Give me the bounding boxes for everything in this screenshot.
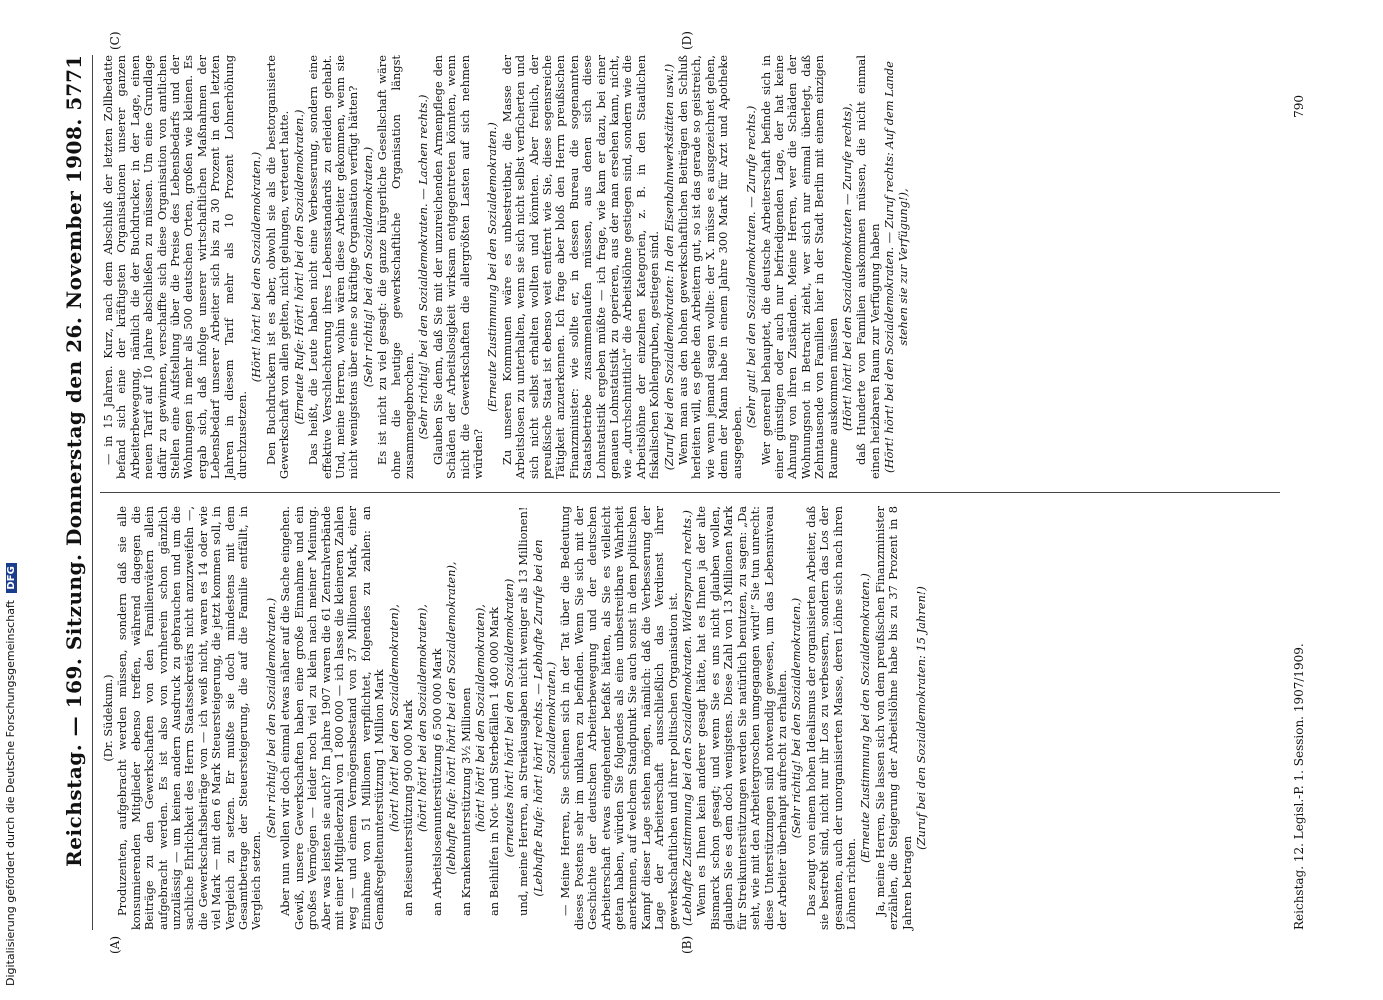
interjection: (Sehr gut! bei den Sozialdemokraten. — Zurufe rechts.) <box>744 105 759 429</box>
interjection: (Sehr richtig! bei den Sozialdemokraten. — Lachen rechts.) <box>416 94 431 440</box>
paragraph: an Arbeitslosenunterstützung 6 500 000 Mark <box>429 648 444 916</box>
margin-marker-b: (B) <box>680 935 694 954</box>
interjection: (Erneute Zustimmung bei den Sozialdemokraten.) <box>485 122 500 412</box>
interjection: (Lebhafte Rufe: hört! hört! rechts. — Lebhafte Zurufe bei den Sozialdemokraten.) <box>530 539 558 897</box>
paragraph: Das zeugt von einem hohen Idealismus der organisierten Arbeiter, daß sie bestrebt sind, nicht nur ihr Los zu verbessern, sondern das Los der gesamten, auch der unorganisierten Masse, deren Löhne sich nach ihren Löhnen richten. <box>803 506 858 930</box>
column-divider <box>100 492 1280 493</box>
interjection: (Lebhafte Zustimmung bei den Sozialdemokraten. Widerspruch rechts.) <box>680 510 695 926</box>
page-header <box>60 55 93 930</box>
margin-marker-c: (C) <box>108 31 122 50</box>
paragraph: Produzenten, aufgebracht werden müssen, sondern daß sie alle konsumierenden Mitglieder ebenso treffen, während dagegen die Beiträge zu den Gewerkschaften von den Familienvätern allein aufgebracht werden. Es ist also von vornherein schon gänzlich unzulässig — um keinen andern Ausdruck zu gebrauchen und um die sachliche Ehrlichkeit des Herrn Staatssekretärs nicht anzuzweifeln —, die Gewerkschaftsbeiträge von — ich weiß nicht, waren es 14 oder wie viel Mark — mit den 6 Mark Steuersteigerung, die jetzt kommen soll, in Vergleich zu setzen. Er mußte sie doch mindestens mit dem Gesamtbetrage der Steuersteigerung, die auf die Familie entfällt, in Vergleich setzen. <box>115 506 264 930</box>
dfg-logo: DFG <box>6 563 17 592</box>
interjection: (hört! hört! bei den Sozialdemokraten), <box>386 604 401 832</box>
paragraph: und, meine Herren, an Streikausgaben nicht weniger als 13 Millionen! <box>516 506 531 916</box>
interjection: (hört! hört! bei den Sozialdemokraten), <box>415 604 430 832</box>
funding-note: Digitalisierung gefördert durch die Deutsche Forschungsgemeinschaft <box>4 600 17 986</box>
paragraph: — Meine Herren, Sie scheinen sich in der Tat über die Bedeutung dieses Postens sehr im unklaren zu befinden. Wenn Sie sich mit der Geschichte der deutschen Arbeiterbewegung und der deutschen Arbeiterschaft etwas eingehender befaßt hätten, als Sie es vielleicht getan haben, würden Sie folgendes als eine unbestreitbare Wahrheit anerkennen, auf welchem Standpunkt Sie auch sonst in dem politischen Kampf dieser Lage stehen mögen, nämlich: daß die Verbesserung der Lage der Arbeiterschaft ausschließlich das Verdienst ihrer gewerkschaftlichen und ihrer politischen Organisation ist. <box>558 506 680 930</box>
interjection: (Hört! hört! bei den Sozialdemokraten — Zurufe rechts), <box>839 103 854 432</box>
page-footer <box>1292 55 1312 930</box>
paragraph: Wenn man aus den hohen gewerkschaftlichen Beiträgen den Schluß herleiten will, es gehe den Arbeitern gut, so ist das gerade so geistreich, wie wenn jemand sagen wollte: der X. müsse es ausgezeichnet gehen, denn der Mann habe in einem Jahre 300 Mark für Arzt und Apotheke ausgegeben. <box>676 55 744 479</box>
interjection: (Erneute Rufe: Hört! hört! bei den Sozialdemokraten.) <box>291 109 306 425</box>
funding-sidebar <box>0 0 22 1000</box>
interjection: (Erneute Zustimmung bei den Sozialdemokraten.) <box>858 573 873 863</box>
header-title: Reichstag. — 169. Sitzung. Donnerstag den 26. November 1908. <box>62 118 86 867</box>
interjection: (hört! hört! bei den Sozialdemokraten), <box>472 604 487 832</box>
margin-marker-a: (A) <box>108 935 122 954</box>
left-column <box>102 506 929 930</box>
paragraph: Glauben Sie denn, daß Sie mit der unzureichenden Armenpflege den Schäden der Arbeitslosigkeit wirksam entgegentreten könnten, wenn nicht die Gewerkschaften die allergrößten Lasten auf sich nehmen würden? <box>430 55 485 479</box>
footer-sheet-number: 790 <box>1292 95 1306 118</box>
paragraph: daß Hunderte von Familien auskommen müssen, die nicht einmal einen heizbaren Raum zur Verfügung haben <box>854 55 882 479</box>
speaker-name: (Dr. Südekum.) <box>101 674 115 762</box>
paragraph: Zu unseren Kommunen wäre es unbestreitbar, die Masse der Arbeitslosen zu unterhalten, wenn sie sich nicht selbst verficherten und sich nicht selbst erhalten wollten und könnten. Aber freilich, der preußische Staat ist ebenso weit entfernt wie Sie, diese segensreiche Tätigkeit anzuerkennen. Ich frage aber bloß den Herrn preußischen Finanzminister: wie sollte er, in dessen Bureau die sogenannten Staatsbetriebe zusammenlaufen müssen, aus denen sich diese Lohnstatistik ergeben müßte — ich frage, wie kam er dazu, bei einer genauen Lohnstatistik zu operieren, aus der man ersehen kann, nicht, wie „durchschnittlich“ die Arbeitslöhne gestiegen sind, sondern wie die Arbeitslöhne der einzelnen Kategorien, z. B. in den Staatlichen fiskalischen Kohlengruben, gestiegen sind. <box>499 55 662 479</box>
paragraph: Aber nun wollen wir doch einmal etwas näher auf die Sache eingehen. Gewiß, unsere Gewerkschaften haben eine große Einnahme und ein großes Vermögen — leider noch viel zu klein nach meiner Meinung. Aber was leisten sie auch? Im Jahre 1907 waren die 61 Zentralverbände mit einer Mitgliederzahl von 1 800 000 — ich lasse die kleineren Zahlen weg — und einem Vermögensbestand von 37 Millionen Mark, einer Einnahme von 51 Millionen verpflichtet, folgendes zu zahlen: an Gemaßregeltenunterstützung 1 Million Mark <box>278 506 387 930</box>
right-column <box>102 55 911 479</box>
page-content <box>60 31 1350 954</box>
interjection: (erneutes hört! hört! bei den Sozialdemokraten) <box>501 578 516 858</box>
interjection: (Zuruf bei den Sozialdemokraten: 15 Jahren!) <box>913 586 928 850</box>
interjection: (Sehr richtig! bei den Sozialdemokraten.) <box>263 597 278 839</box>
paragraph: Wer generell behauptet, die deutsche Arbeiterschaft befinde sich in einer günstigen oder auch nur befriedigenden Lage, der hat keine Ahnung von ihren Zuständen. Meine Herren, wer die Schäden der Wohnungsnot in Betracht zieht, wer sich nur einmal überlegt, daß Zehntausende von Familien hier in der Stadt Berlin mit einem einzigen Raume auskommen müssen <box>758 55 840 479</box>
paragraph: Das heißt, die Leute haben nicht eine Verbesserung, sondern eine effektive Verschlechterung ihres Lebensstandards zu erleiden gehabt. Und, meine Herren, wohin wären diese Arbeiter gekommen, wenn sie nicht wenigstens über eine so kräftige Organisation verfügt hätten? <box>306 55 361 479</box>
paragraph: Den Buchdruckern ist es aber, obwohl sie als die bestorganisierte Gewerkschaft von allen gelten, nicht gelungen, verteuert hatte. <box>263 55 292 479</box>
interjection: (Hört! hört! bei den Sozialdemokraten.) <box>249 151 264 383</box>
footer-session-info: Reichstag. 12. Legisl.-P. 1. Session. 1907/1909. <box>1292 643 1306 930</box>
page-number: 5771 <box>62 55 86 111</box>
paragraph: an Krankenunterstützung 3½ Millionen <box>458 687 473 916</box>
paragraph: Ja, meine Herren, Sie lassen sich von dem preußischen Finanzminister erzählen, die Steigerung der Arbeitslöhne habe bis zu 37 Prozent in 8 Jahren betragen <box>872 506 914 930</box>
interjection: (Sehr richtig! bei den Sozialdemokraten.) <box>789 597 804 839</box>
interjection: (Hört! hört! bei den Sozialdemokraten. — Zuruf rechts: Auf dem Lande stehen sie zur Verfügung!), <box>882 61 910 473</box>
interjection: (Zuruf bei den Sozialdemokraten: In den Eisenbahnwerkstätten usw.!) <box>661 63 676 471</box>
paragraph: Wenn es Ihnen kein anderer gesagt hätte, hat es Ihnen ja der alte Bismarck schon gesagt; und wenn Sie es uns nicht glauben wollen, glauben Sie es dem doch wenigstens. Diese Zahl von 13 Millionen Mark für Streikunterstützungen werden Sie natürlich benutzen, zu sagen: „Da seht, wie mit den Arbeitergroschen umgegangen wird!“ Sie tun unrecht: diese Unterstützungen sind notwendig gewesen, um das Lebensniveau der Arbeiter überhaupt aufrecht zu erhalten. <box>694 506 789 930</box>
paragraph: — in 15 Jahren. Kurz, nach dem Abschluß der letzten Zollbedatte befand sich eine der kräftigsten Organisationen unserer ganzen Arbeiterbewegung, nämlich die der Buchdrucker, in der Lage, einen neuen Tarif auf 10 Jahre abschließen zu müssen. Um eine Grundlage dafür zu gewinnen, verschaffte sich diese Organisation von amtlichen Stellen eine Aufstellung über die Preise des Lebensbedarfs und der Wohnungen in mehr als 500 deutschen Orten, großen wie kleinen. Es ergab sich, daß infolge unserer wirtschaftlichen Maßnahmen der Lebensbedarf unserer Arbeiter sich bis zu 30 Prozent in den letzten Jahren in diesem Tarif mehr als 10 Prozent Lohnerhöhung durchzusetzen. <box>101 55 250 479</box>
interjection: (lebhafte Rufe: hört! hört! bei den Sozialdemokraten), <box>444 561 459 875</box>
paragraph: an Reiseunterstützung 900 000 Mark <box>400 699 415 916</box>
paragraph: an Beihilfen in Not- und Sterbefällen 1 400 000 Mark <box>487 606 502 916</box>
margin-marker-d: (D) <box>680 31 694 50</box>
paragraph: Es ist nicht zu viel gesagt: die ganze bürgerliche Gesellschaft wäre ohne die heutige gewerkschaftliche Organisation längst zusammengebrochen. <box>375 55 416 479</box>
interjection: (Sehr richtig! bei den Sozialdemokraten.) <box>360 146 375 388</box>
